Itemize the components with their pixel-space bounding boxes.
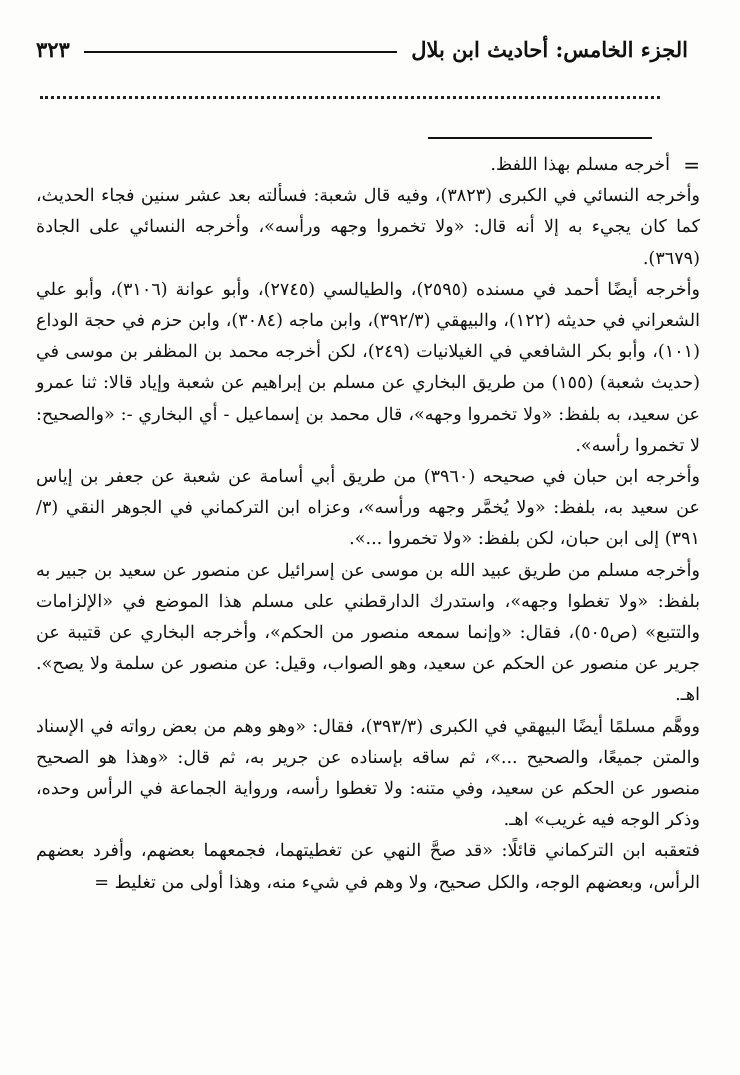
page-header — [36, 34, 688, 64]
page-number: ٣٢٣ — [36, 36, 70, 62]
footnote-separator — [428, 137, 652, 139]
paragraph: وأخرجه أيضًا أحمد في مسنده (٢٥٩٥)، والطيالسي (٢٧٤٥)، وأبو عوانة (٣١٠٦)، وأبو علي الشعراني في حديثه (١٢٢)، والبيهقي (٣٩٢/٣)، وابن ماجه (٣٠٨٤)، وابن حزم في حجة الوداع (١٠١)، وأبو بكر الشافعي في الغيلانيات (٢٤٩)، لكن أخرجه محمد بن المظفر بن موسى في (حديث شعبة) (١٥٥) من طريق البخاري عن مسلم بن إبراهيم عن شعبة وإياد قالا: ثنا عمرو عن سعيد، به بلفظ: «ولا تخمروا وجهه»، قال محمد بن إسماعيل - أي البخاري -: «والصحيح: لا تخمروا رأسه». — [36, 279, 700, 456]
paragraph: وأخرجه النسائي في الكبرى (٣٨٢٣)، وفيه قال شعبة: فسألته بعد عشر سنين فجاء الحديث، كما كان يجيء به إلا أنه قال: «ولا تخمروا وجهه ورأسه»، وأخرجه النسائي على الجادة (٣٦٧٩). — [36, 186, 700, 269]
lead-text: أخرجه مسلم بهذا اللفظ. — [490, 155, 670, 175]
running-title: الجزء الخامس: أحاديث ابن بلال — [411, 36, 688, 62]
dotted-separator — [40, 96, 660, 99]
paragraph: فتعقبه ابن التركماني قائلًا: «قد صحَّ النهي عن تغطيتهما، فجمعهما بعضهم، وأفرد بعضهم الرأس، وبعضهم الوجه، والكل صحيح، ولا وهم في شيء منه، وهذا أولى من تغليط = — [36, 841, 700, 893]
paragraph: وأخرجه مسلم من طريق عبيد الله بن موسى عن إسرائيل عن منصور عن سعيد بن جبير به بلفظ: «ولا تغطوا وجهه»، واستدرك الدارقطني على مسلم هذا الموضع في «الإلزامات والتتبع» (ص٥٠٥)، فقال: «وإنما سمعه منصور من الحكم»، وأخرجه البخاري عن قتيبة عن جرير عن منصور عن الحكم عن سعيد، وهو الصواب، وقيل: عن منصور عن سلمة ولا يصح». اهـ. — [36, 560, 700, 706]
header-rule — [84, 51, 397, 53]
paragraph: ووهَّم مسلمًا أيضًا البيهقي في الكبرى (٣٩٣/٣)، فقال: «وهو وهم من بعض رواته في الإسناد والمتن جميعًا، والصحيح ...»، ثم ساقه بإسناده عن جرير به، ثم قال: «وهذا هو الصحيح منصور عن الحكم عن سعيد، وفي متنه: ولا تغطوا رأسه، ورواية الجماعة في الرأس وحده، وذكر الوجه فيه غريب» اهـ. — [36, 716, 700, 831]
lead-line — [36, 150, 700, 181]
continuation-mark: = — [683, 153, 700, 177]
footnote-body — [36, 150, 700, 1050]
paragraph: وأخرجه ابن حبان في صحيحه (٣٩٦٠) من طريق أبي أسامة عن شعبة عن جعفر بن إياس عن سعيد به، بلفظ: «ولا يُخمَّر وجهه ورأسه»، وعزاه ابن التركماني في الجوهر النقي (٣/ ٣٩١) إلى ابن حبان، لكن بلفظ: «ولا تخمروا ...». — [36, 467, 700, 550]
